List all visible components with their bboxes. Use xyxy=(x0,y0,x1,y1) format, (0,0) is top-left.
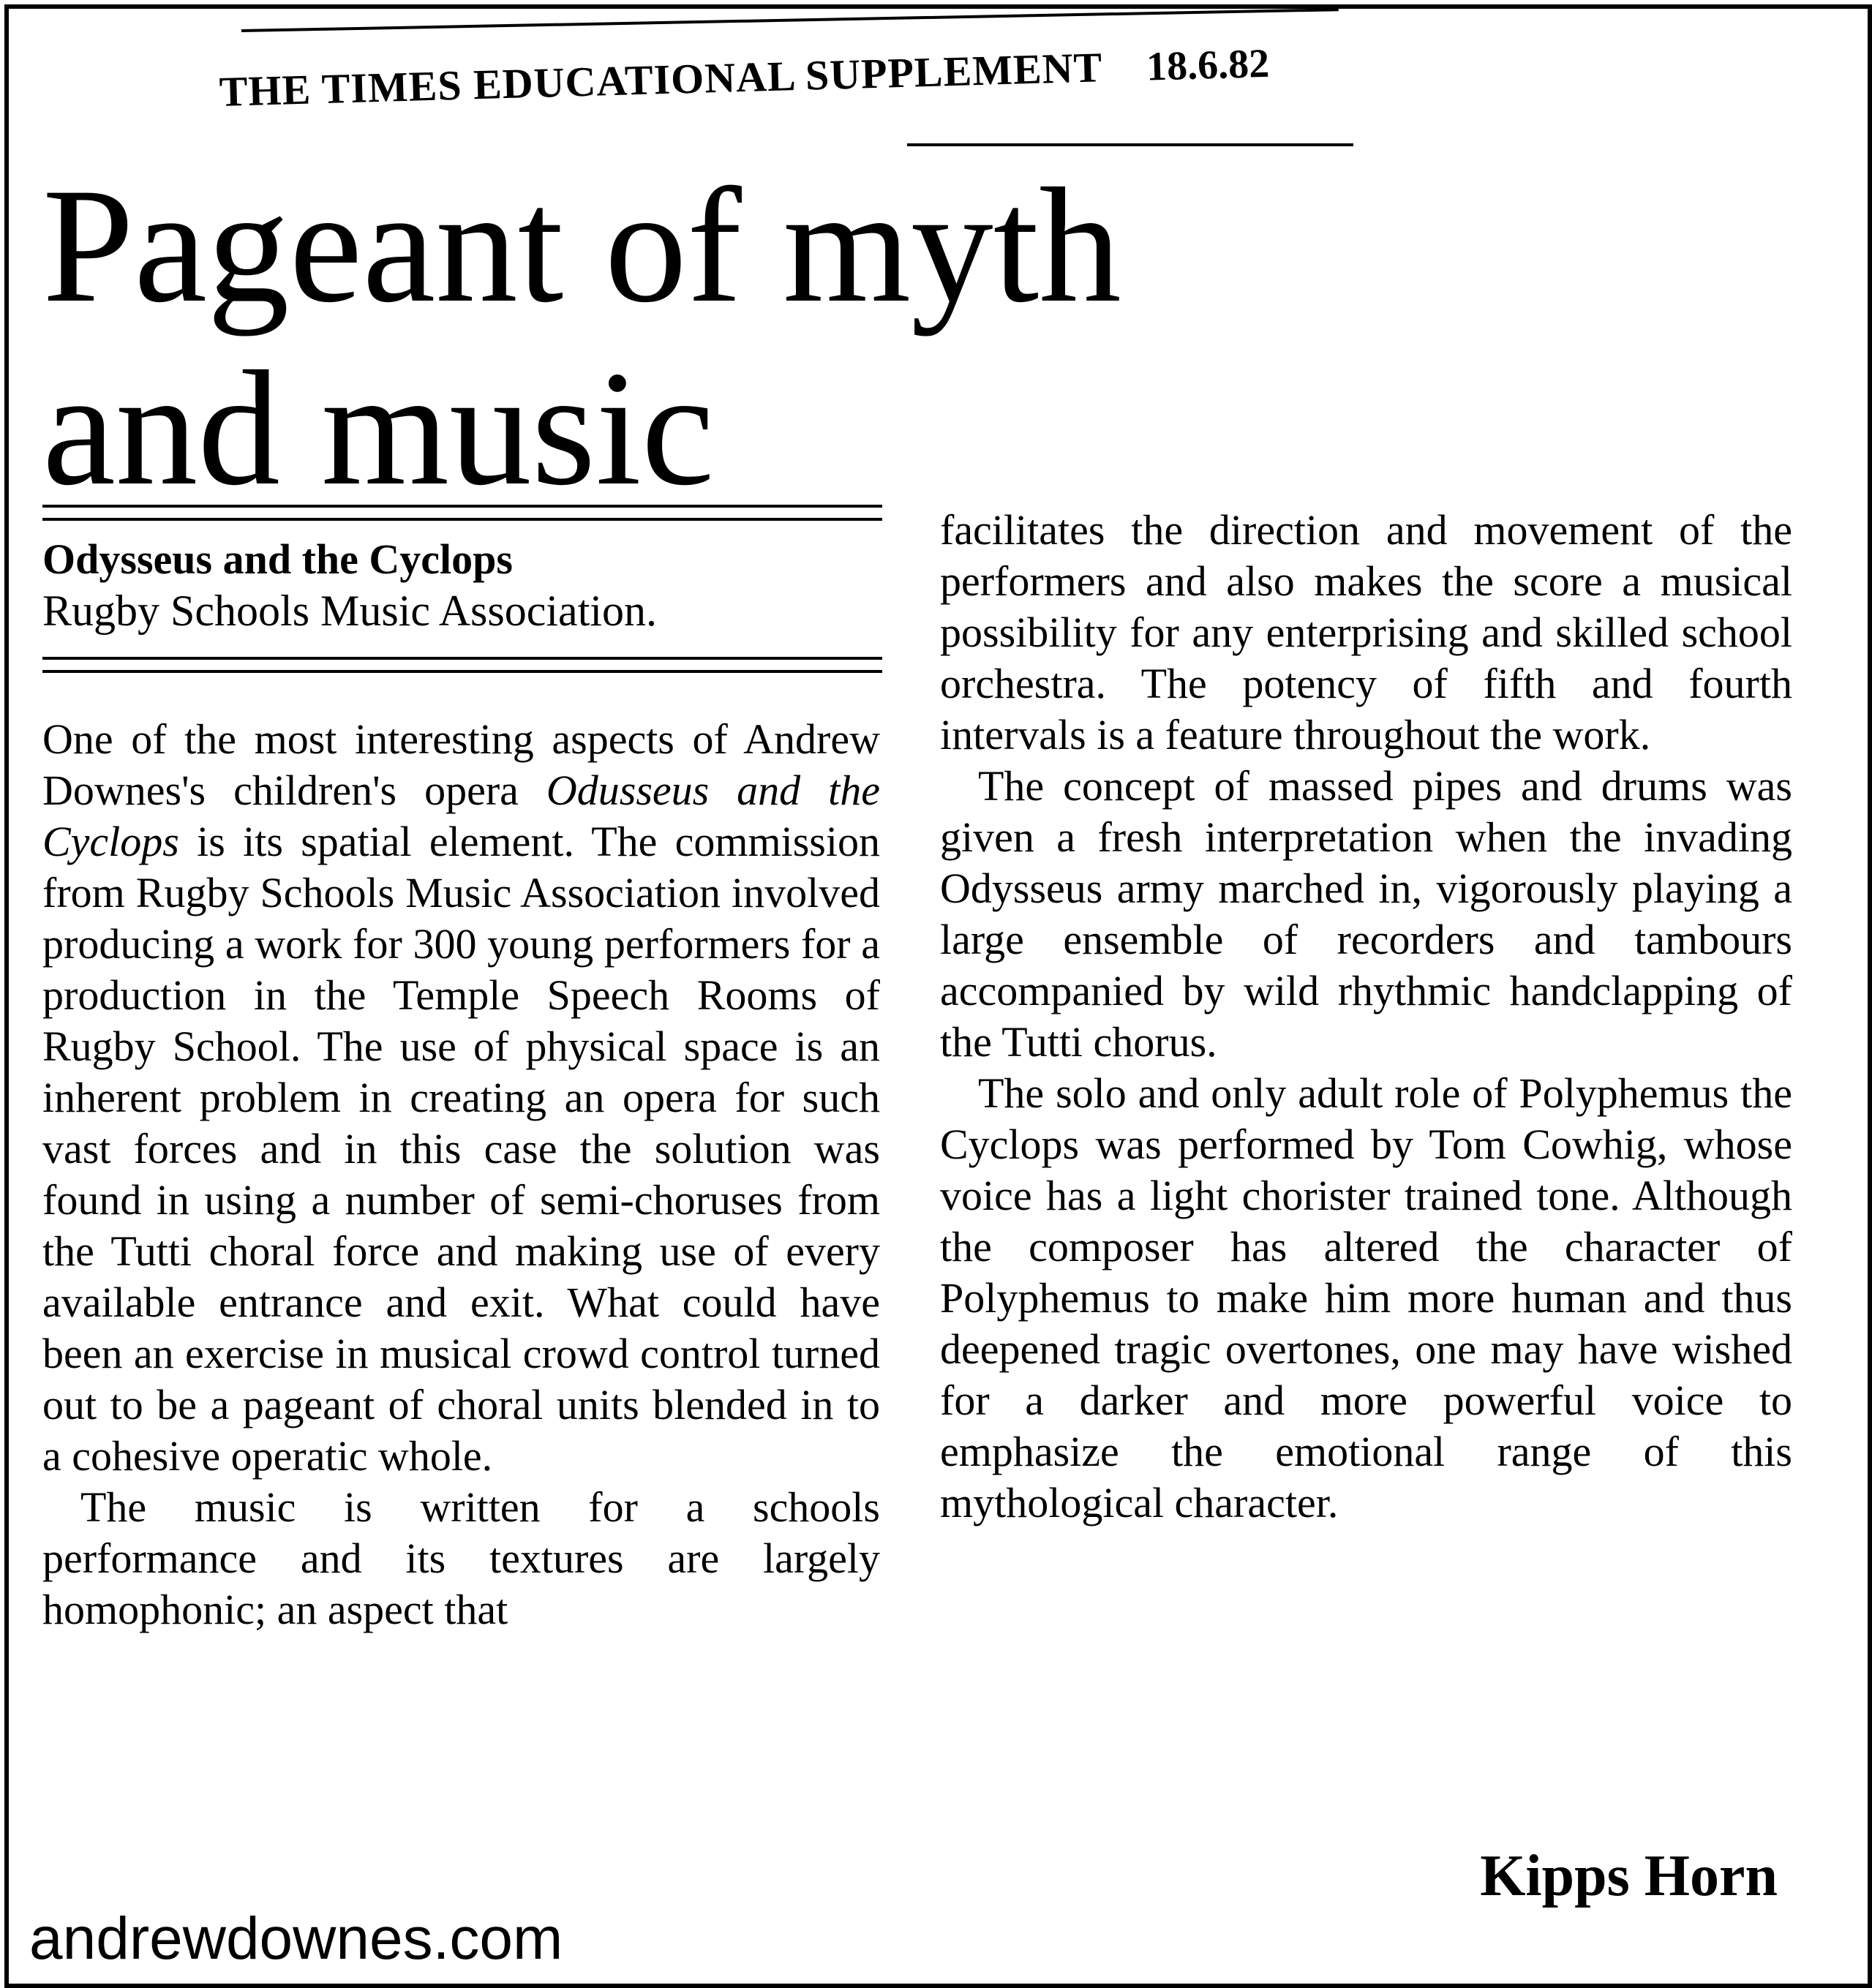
opera-title-italic: Odusseus and the Cyclops xyxy=(42,767,880,865)
paragraph-1-text-before: One of the most interesting aspects of Andrew Downes's children's opera xyxy=(42,715,880,814)
work-title: Odysseus and the Cyclops xyxy=(42,535,513,583)
article-column-right xyxy=(940,505,1792,1529)
masthead-bottom-rule xyxy=(907,143,1353,146)
article-paragraph-4: The solo and only adult role of Polyphemus the Cyclops was performed by Tom Cowhig, whose voice has a light chorister trained tone. Although the composer has altered the character of Polyphemus to make him more human and thus deepened tragic overtones, one may have wished for a darker and more powerful voice to emphasize the emotional range of this mythological character. xyxy=(940,1069,1792,1526)
article-paragraph-2-start: The music is written for a schools performance and its textures are largely homophonic; an aspect that xyxy=(42,1483,880,1633)
paragraph-1-text-after: is its spatial element. The commission from Rugby Schools Music Association involved producing a work for 300 young performers for a production in the Temple Speech Rooms of Rugby School. The use of physical space is an inherent problem in creating an opera for such vast forces and in this case the solution was found in using a number of semi-choruses from the Tutti choral force and making use of every available entrance and exit. What could have been an exercise in musical crowd control turned out to be a pageant of choral units blended in to a cohesive operatic whole. xyxy=(42,818,880,1480)
byline: Kipps Horn xyxy=(1480,1844,1778,1908)
article-column-left xyxy=(42,714,880,1635)
standfirst-bottom-rule xyxy=(42,657,882,673)
headline-line-1: Pageant of myth xyxy=(42,154,1121,336)
article-paragraph-1 xyxy=(42,714,880,1482)
company-name: Rugby Schools Music Association. xyxy=(42,587,658,635)
headline-line-2: and music xyxy=(42,336,715,519)
newspaper-name: THE TIMES EDUCATIONAL SUPPLEMENT xyxy=(218,43,1104,116)
issue-date: 18.6.82 xyxy=(1146,40,1270,90)
standfirst-top-rule xyxy=(42,505,882,521)
website-watermark: andrewdownes.com xyxy=(29,1905,563,1972)
headline xyxy=(42,154,1432,519)
article-paragraph-3: The concept of massed pipes and drums was given a fresh interpretation when the invading Odysseus army marched in, vigorously playing a large ensemble of recorders and tambours accompanied by wild rhythmic handclapping of the Tutti chorus. xyxy=(940,762,1792,1066)
article-paragraph-2-end: facilitates the direction and movement of the performers and also makes the score a musical possibility for any enterprising and skilled school orchestra. The potency of fifth and fourth intervals is a feature throughout the work. xyxy=(940,506,1792,758)
standfirst xyxy=(42,534,882,636)
